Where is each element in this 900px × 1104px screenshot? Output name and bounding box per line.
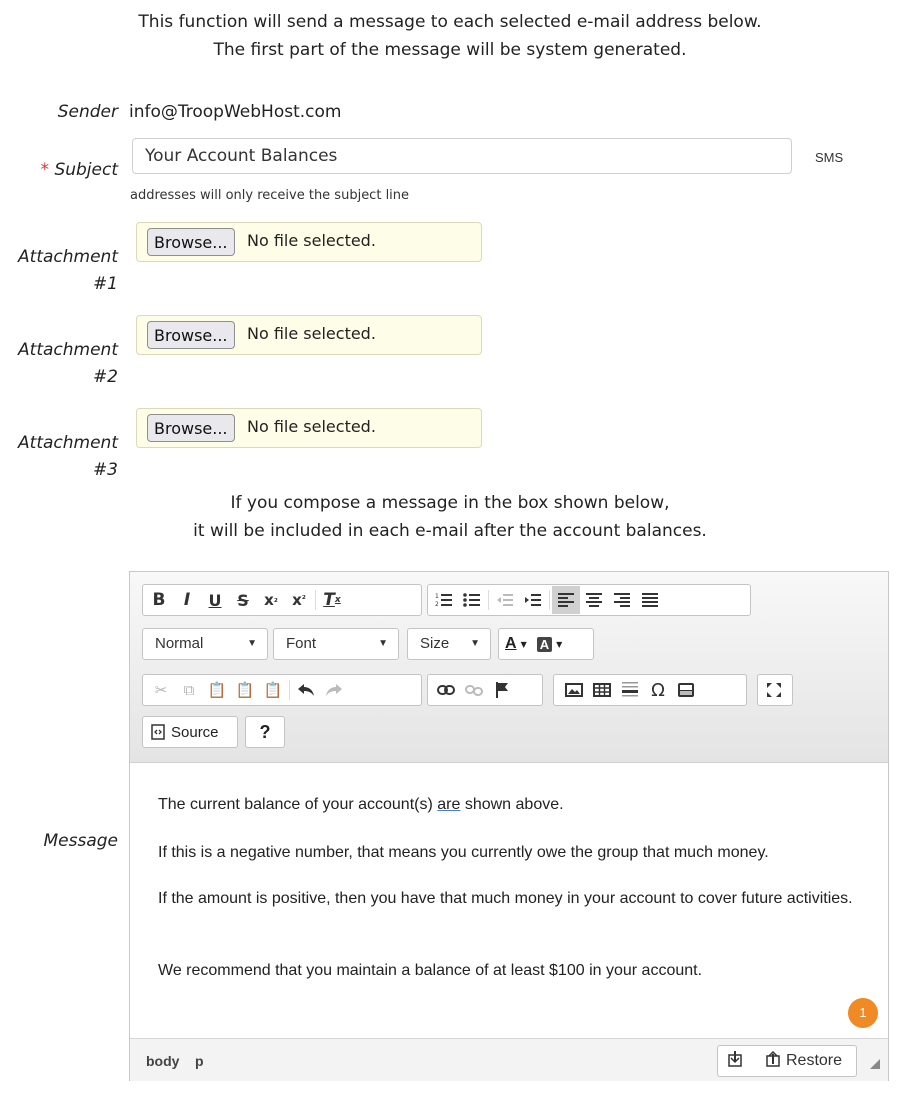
font-select[interactable] (273, 628, 399, 660)
strikethrough-button[interactable]: S (237, 590, 249, 610)
chevron-down-icon: ▼ (520, 639, 527, 649)
paste-icon[interactable]: 📋 (207, 681, 227, 699)
paragraph-1-end: shown above. (460, 796, 564, 813)
chevron-down-icon: ▼ (556, 639, 563, 649)
italic-button[interactable]: I (183, 590, 191, 610)
attachment-1-label-line1: Attachment (18, 247, 118, 267)
attachment-3-file-input[interactable] (136, 408, 482, 448)
attachment-2-label-line2: #2 (92, 367, 118, 387)
path-p[interactable]: p (195, 1053, 204, 1069)
undo-icon[interactable] (292, 676, 320, 704)
attachment-1-status: No file selected. (247, 231, 376, 250)
horizontal-line-icon[interactable] (616, 676, 644, 704)
attachment-1-label-line2: #1 (92, 274, 118, 294)
align-center-icon[interactable] (580, 586, 608, 614)
svg-text:2: 2 (435, 601, 439, 608)
restore-button[interactable]: Restore (786, 1052, 843, 1069)
special-char-icon[interactable]: Ω (651, 679, 665, 701)
paragraph-1-start: The current balance of your account(s) (158, 796, 438, 813)
compose-intro-text (0, 489, 900, 545)
subject-note: addresses will only receive the subject line (130, 188, 410, 203)
subscript-button[interactable]: x ₂ (264, 591, 278, 609)
attachment-2-label (0, 337, 118, 391)
insert-group (553, 674, 747, 706)
separator (315, 590, 316, 610)
youtube-icon[interactable] (672, 676, 700, 704)
justify-icon[interactable] (636, 586, 664, 614)
editor-toolbar (130, 572, 888, 763)
superscript-button[interactable]: x ² (292, 591, 306, 609)
intro-line-1: This function will send a message to each selected e-mail address below. (138, 12, 762, 32)
redo-icon[interactable] (320, 676, 348, 704)
remove-format-button[interactable]: T x (323, 590, 341, 610)
basic-styles-group (142, 584, 422, 616)
spellcheck-word: are (437, 796, 461, 813)
editor-statusbar (130, 1038, 888, 1081)
copy-icon[interactable]: ⧉ (183, 681, 195, 699)
resize-handle-icon[interactable] (870, 1059, 880, 1069)
separator (289, 680, 290, 700)
bulleted-list-icon[interactable] (458, 586, 486, 614)
format-select[interactable] (142, 628, 268, 660)
rich-text-editor (129, 571, 889, 1081)
svg-text:1: 1 (435, 593, 439, 600)
links-group (427, 674, 543, 706)
underline-button[interactable]: U (208, 590, 222, 610)
paragraph-3: If the amount is positive, then you have that much money in your account to cover future activities. (158, 890, 853, 907)
maximize-icon[interactable] (760, 676, 788, 704)
attachment-2-browse-button[interactable]: Browse... (147, 321, 235, 349)
attachment-3-status: No file selected. (247, 417, 376, 436)
help-button[interactable] (245, 716, 285, 748)
anchor-flag-icon[interactable] (488, 676, 516, 704)
subject-label-text: Subject (54, 160, 118, 180)
attachment-2-label-line1: Attachment (18, 340, 118, 360)
help-label: ? (259, 721, 271, 742)
paste-word-icon[interactable]: 📋 (263, 681, 283, 699)
align-right-icon[interactable] (608, 586, 636, 614)
compose-intro-line-1: If you compose a message in the box shown below, (230, 493, 670, 513)
colors-group (498, 628, 594, 660)
unlink-icon[interactable] (460, 676, 488, 704)
paste-text-icon[interactable]: 📋 (235, 681, 255, 699)
required-mark: * (40, 160, 50, 180)
message-label: Message (43, 831, 118, 851)
attachment-2-status: No file selected. (247, 324, 376, 343)
attachment-2-file-input[interactable] (136, 315, 482, 355)
source-button[interactable] (142, 716, 238, 748)
subject-input[interactable] (132, 138, 792, 174)
cut-icon[interactable]: ✂ (154, 681, 168, 699)
size-select-value: Size (420, 635, 450, 652)
attachment-3-browse-button[interactable]: Browse... (147, 414, 235, 442)
attachment-3-label-line2: #3 (92, 460, 118, 480)
background-color-button[interactable]: A (537, 637, 552, 652)
editor-content[interactable] (130, 763, 888, 1038)
attachment-1-label (0, 244, 118, 298)
maximize-group (757, 674, 793, 706)
intro-text (0, 8, 900, 64)
table-icon[interactable] (588, 676, 616, 704)
intro-line-2: The first part of the message will be system generated. (213, 40, 687, 60)
restore-icon (766, 1051, 780, 1071)
paragraph-4: We recommend that you maintain a balance of at least $100 in your account. (158, 962, 703, 979)
chevron-down-icon: ▼ (470, 638, 480, 649)
numbered-list-icon[interactable] (430, 586, 458, 614)
sender-label: Sender (57, 102, 118, 122)
notification-badge[interactable]: 1 (848, 998, 878, 1028)
separator (488, 590, 489, 610)
clipboard-group (142, 674, 422, 706)
text-color-button[interactable]: A (505, 635, 517, 652)
source-label: Source (171, 723, 219, 741)
image-icon[interactable] (560, 676, 588, 704)
format-select-value: Normal (155, 635, 204, 652)
size-select[interactable] (407, 628, 491, 660)
compose-intro-line-2: it will be included in each e-mail after the account balances. (193, 521, 707, 541)
paragraph-2: If this is a negative number, that means you currently owe the group that much money. (158, 844, 769, 861)
attachment-1-file-input[interactable] (136, 222, 482, 262)
indent-icon[interactable] (519, 586, 547, 614)
font-select-value: Font (286, 635, 317, 652)
bold-button[interactable]: B (152, 590, 166, 610)
chevron-down-icon: ▼ (378, 638, 388, 649)
attachment-1-browse-button[interactable]: Browse... (147, 228, 235, 256)
attachment-3-label (0, 430, 118, 484)
paragraph-group (427, 584, 751, 616)
save-draft-icon[interactable] (728, 1051, 752, 1071)
paragraph-1 (158, 791, 868, 819)
link-icon[interactable] (432, 676, 460, 704)
attachment-3-label-line1: Attachment (18, 433, 118, 453)
outdent-icon[interactable] (491, 586, 519, 614)
subject-label (20, 160, 118, 180)
separator (549, 590, 550, 610)
sender-value: info@TroopWebHost.com (129, 102, 342, 122)
path-body[interactable]: body (146, 1053, 180, 1069)
restore-group (717, 1045, 857, 1077)
align-left-icon[interactable] (552, 586, 580, 614)
source-icon (151, 724, 165, 740)
chevron-down-icon: ▼ (247, 638, 257, 649)
sms-label: SMS (815, 150, 844, 165)
